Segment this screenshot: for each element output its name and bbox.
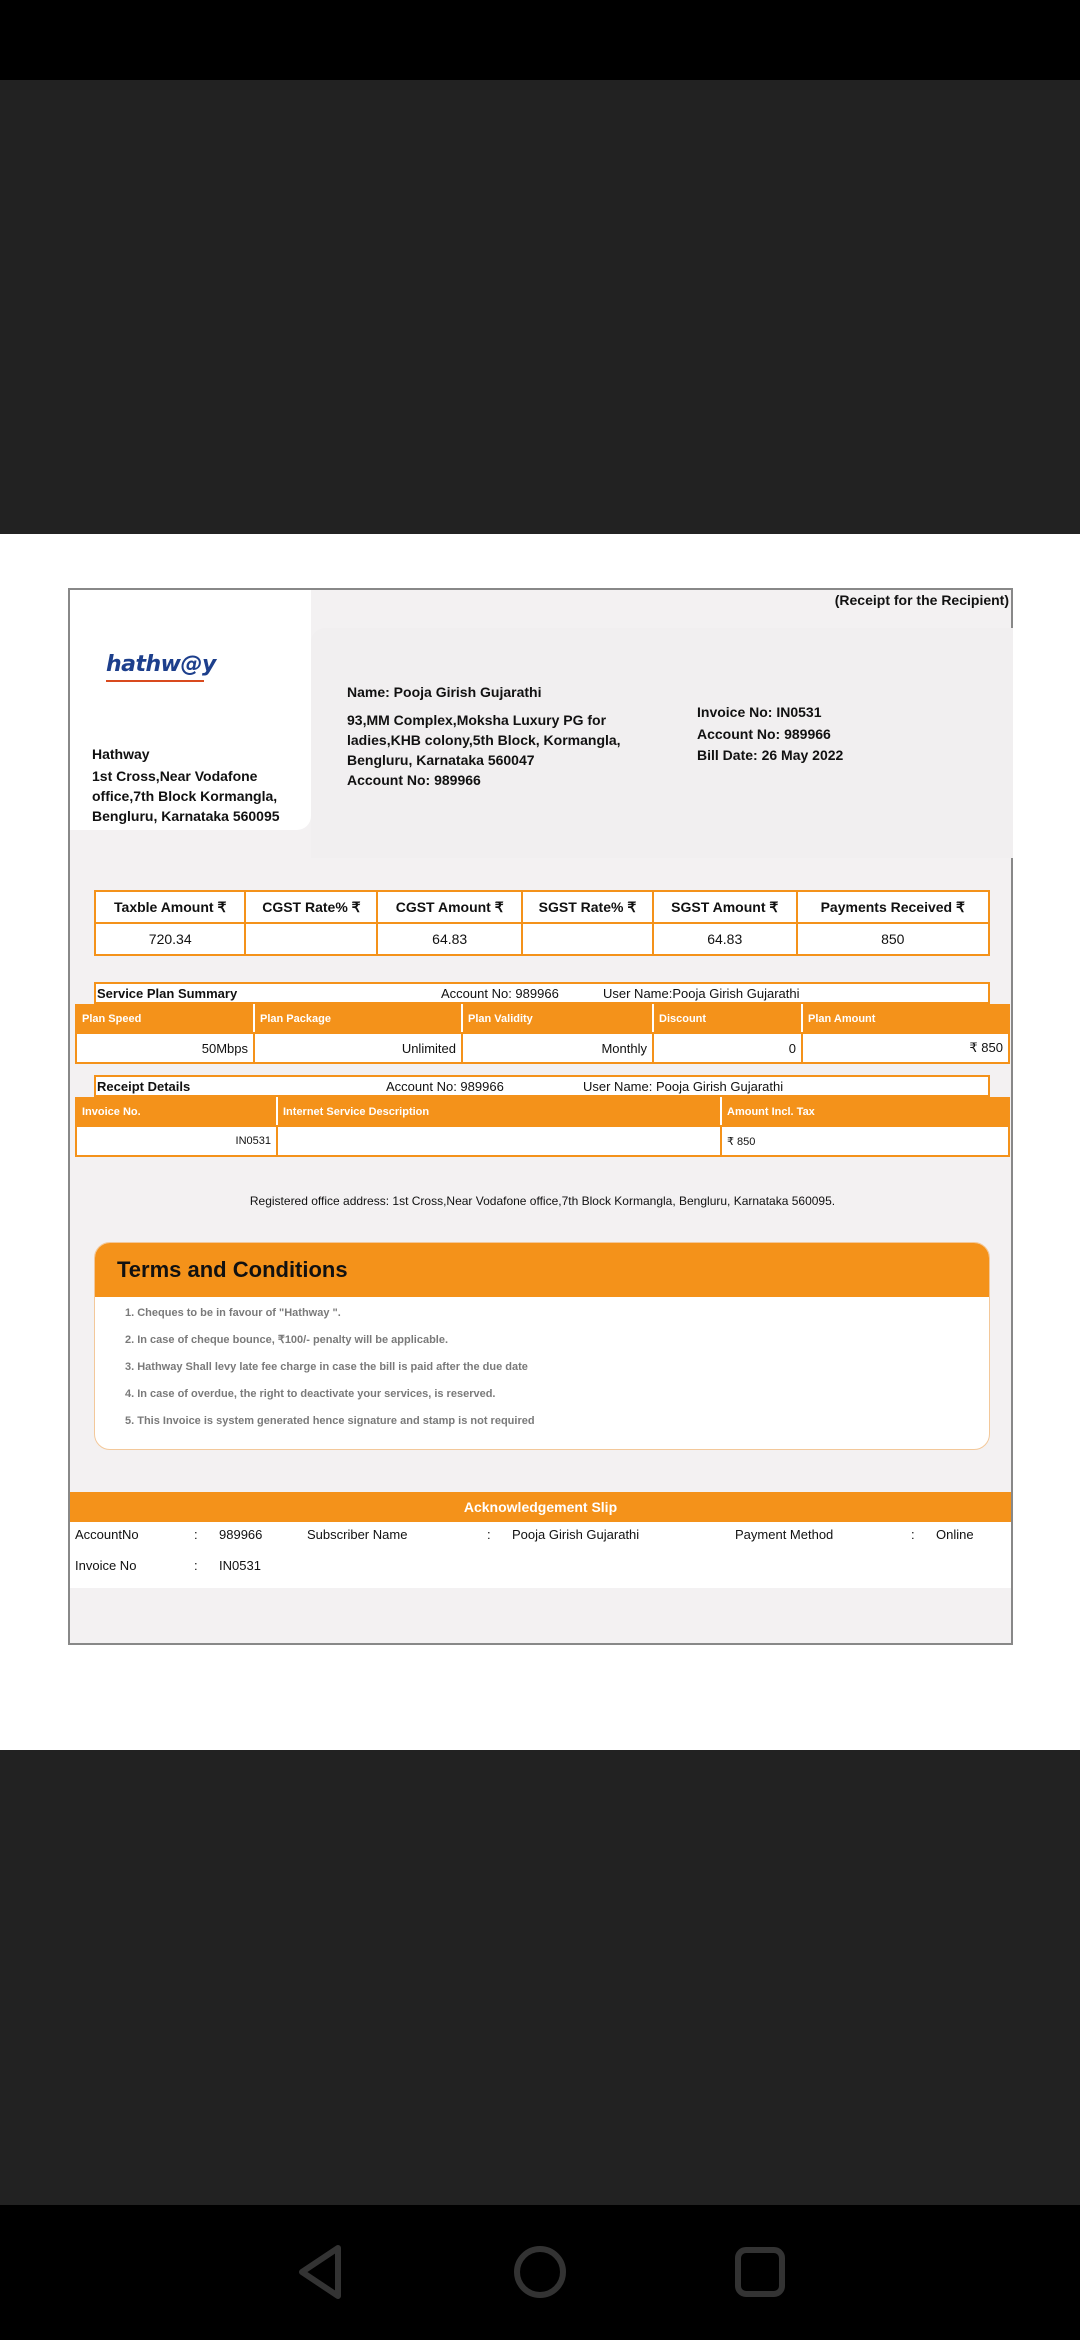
ack-separator: :	[911, 1527, 915, 1542]
customer-address: 93,MM Complex,Moksha Luxury PG for ladies,KHB colony,5th Block, Kormangla, Bengluru, Karnataka 560047	[347, 712, 621, 768]
service-plan-user: User Name:Pooja Girish Gujarathi	[603, 986, 800, 1001]
service-plan-title: Service Plan Summary	[97, 986, 238, 1001]
ack-account-value: 989966	[219, 1527, 263, 1542]
terms-box	[94, 1242, 990, 1450]
tax-table	[94, 890, 990, 956]
tax-header: Payments Received ₹	[797, 891, 989, 923]
company-name: Hathway	[92, 746, 150, 762]
status-bar	[0, 0, 1080, 80]
invoice-no-header: Invoice No.	[76, 1098, 277, 1126]
registered-office: Registered office address: 1st Cross,Near Vodafone office,7th Block Kormangla, Bengluru, Karnataka 560095.	[249, 1194, 836, 1208]
plan-speed-header: Plan Speed	[76, 1005, 254, 1033]
bill-date: Bill Date: 26 May 2022	[697, 747, 844, 763]
tax-value	[522, 923, 653, 955]
receipt-note: (Receipt for the Recipient)	[834, 592, 1009, 608]
ack-invoice-label: Invoice No	[75, 1558, 137, 1573]
service-plan-account: Account No: 989966	[441, 986, 559, 1001]
discount-header: Discount	[653, 1005, 802, 1033]
discount-value: 0	[653, 1033, 802, 1063]
company-address: 1st Cross,Near Vodafone office,7th Block Kormangla, Bengluru, Karnataka 560095	[92, 768, 280, 824]
receipt-value-row	[76, 1126, 1009, 1156]
customer-account: Account No: 989966	[347, 772, 481, 788]
plan-package-header: Plan Package	[254, 1005, 462, 1033]
service-description-value	[277, 1126, 721, 1156]
viewer-background-bottom	[0, 1750, 1080, 2205]
plan-speed-value: 50Mbps	[76, 1033, 254, 1063]
service-plan-table	[75, 1004, 1010, 1064]
terms-item: 2. In case of cheque bounce, ₹100/- penalty will be applicable.	[125, 1334, 449, 1346]
tax-header: SGST Rate% ₹	[522, 891, 653, 923]
terms-list	[125, 1301, 535, 1436]
service-plan-header-row	[76, 1005, 1009, 1033]
ack-account-label: AccountNo	[75, 1527, 139, 1542]
receipt-details-bar	[94, 1075, 990, 1097]
plan-package-value: Unlimited	[254, 1033, 462, 1063]
acknowledgement-body	[70, 1522, 1011, 1588]
receipt-header-row	[76, 1098, 1009, 1126]
terms-item: 3. Hathway Shall levy late fee charge in case the bill is paid after the due date	[125, 1361, 528, 1373]
terms-item: 4. In case of overdue, the right to deactivate your services, is reserved.	[125, 1388, 496, 1400]
terms-title: Terms and Conditions	[117, 1257, 348, 1282]
plan-validity-header: Plan Validity	[462, 1005, 653, 1033]
ack-separator: :	[487, 1527, 491, 1542]
terms-item: 1. Cheques to be in favour of "Hathway ".	[125, 1307, 341, 1319]
receipt-details-account: Account No: 989966	[386, 1079, 504, 1094]
amount-incl-tax-header: Amount Incl. Tax	[721, 1098, 1009, 1126]
company-card	[70, 590, 311, 830]
plan-amount-header: Plan Amount	[802, 1005, 1009, 1033]
recent-apps-icon[interactable]	[728, 2240, 792, 2304]
tax-header: CGST Amount ₹	[377, 891, 522, 923]
receipt-details-title: Receipt Details	[97, 1079, 191, 1094]
logo-underline	[106, 680, 204, 682]
invoice-account: Account No: 989966	[697, 726, 831, 742]
tax-header-row	[95, 891, 989, 923]
service-description-header: Internet Service Description	[277, 1098, 721, 1126]
customer-name: Name: Pooja Girish Gujarathi	[347, 684, 542, 700]
receipt-details-user: User Name: Pooja Girish Gujarathi	[583, 1079, 784, 1094]
ack-payment-label: Payment Method	[735, 1527, 834, 1542]
tax-value: 64.83	[653, 923, 797, 955]
invoice-no-value: IN0531	[76, 1126, 277, 1156]
plan-validity-value: Monthly	[462, 1033, 653, 1063]
terms-item: 5. This Invoice is system generated hence signature and stamp is not required	[125, 1415, 535, 1427]
invoice-number: Invoice No: IN0531	[697, 704, 822, 720]
tax-value-row	[95, 923, 989, 955]
tax-value: 850	[797, 923, 989, 955]
hathway-logo: hathw@y	[106, 652, 216, 677]
invoice-document	[68, 588, 1013, 1645]
ack-invoice-value: IN0531	[219, 1558, 261, 1573]
ack-payment-value: Online	[936, 1527, 974, 1542]
viewer-background-top	[0, 80, 1080, 534]
receipt-details-table	[75, 1097, 1010, 1157]
ack-subscriber-value: Pooja Girish Gujarathi	[512, 1527, 640, 1542]
back-icon[interactable]	[290, 2240, 354, 2304]
tax-header: CGST Rate% ₹	[245, 891, 377, 923]
ack-separator: :	[194, 1558, 198, 1573]
tax-header: SGST Amount ₹	[653, 891, 797, 923]
home-icon[interactable]	[508, 2240, 572, 2304]
amount-incl-tax-value: ₹ 850	[721, 1126, 1009, 1156]
ack-separator: :	[194, 1527, 198, 1542]
tax-value	[245, 923, 377, 955]
tax-header: Taxble Amount ₹	[95, 891, 245, 923]
service-plan-value-row	[76, 1033, 1009, 1063]
plan-amount-value: ₹ 850	[802, 1033, 1009, 1063]
acknowledgement-title: Acknowledgement Slip	[70, 1492, 1011, 1522]
tax-value: 720.34	[95, 923, 245, 955]
tax-value: 64.83	[377, 923, 522, 955]
service-plan-bar	[94, 982, 990, 1004]
ack-subscriber-label: Subscriber Name	[307, 1527, 408, 1542]
